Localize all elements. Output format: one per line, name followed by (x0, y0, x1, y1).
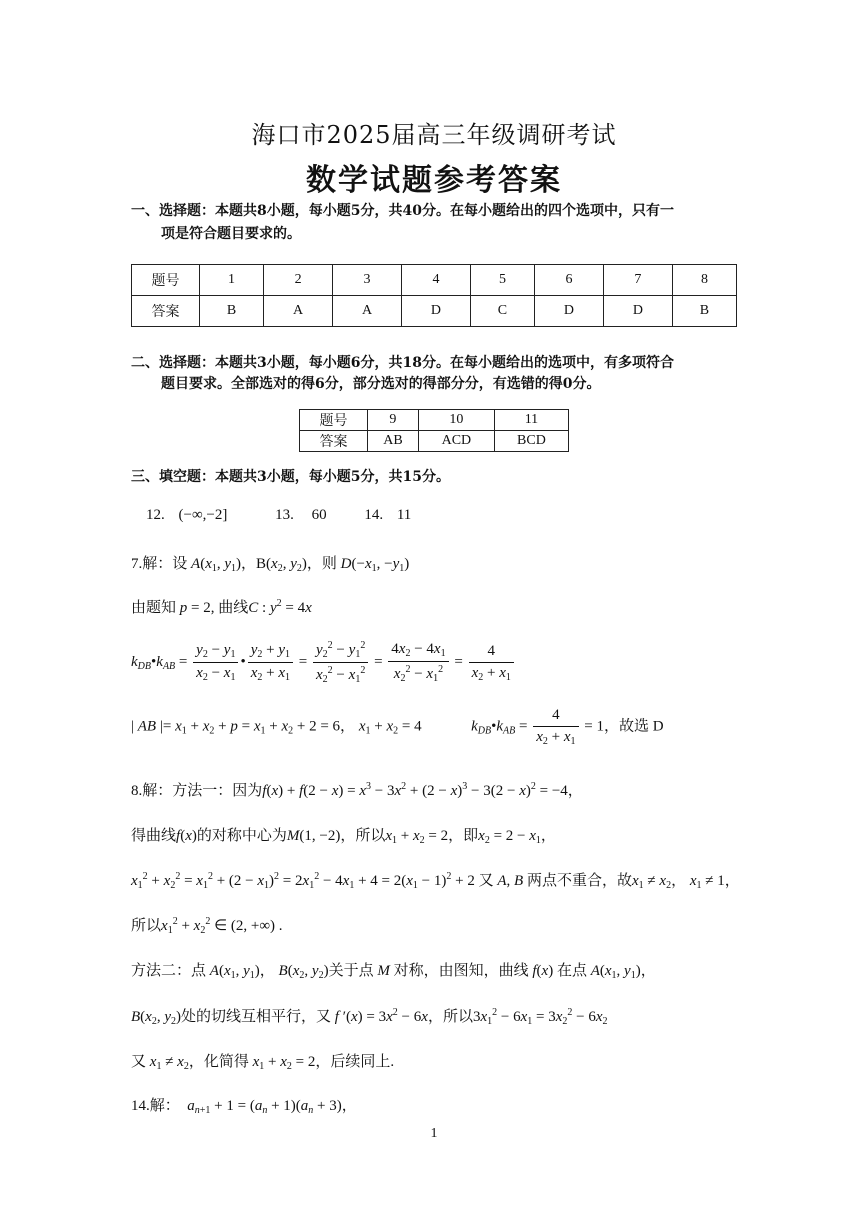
q14-answer: 11 (396, 507, 412, 523)
table-header-question: 题号 (132, 265, 200, 296)
section2-answer-table (299, 409, 569, 452)
sol8-line3: $x_1^2 + x_2^2 = x_1^2 + (2 - x_1)^2 = 2x_1^2 - 4x_1 + 4 = 2(x_1 - 1)^2 + 2$ 又 A, B 两点不重合，故$x_1 \ne x_2$， $x_1 \ne 1$， (131, 871, 740, 891)
sol8-line5: 方法二：点 $A(x_1$, $y_1$)， $B(x_2$, $y_2$)关于点 M 对称，由图知，曲线 f(x) 在点 $A(x_1$, $y_1$)， (131, 963, 656, 981)
page-number: 1 (430, 1126, 438, 1141)
table-header-question: 题号 (300, 410, 368, 431)
question-number-cell: 5 (470, 265, 534, 296)
sol8-line4: 所以$x_1^2 + x_2^2$ ∈ (2, +∞) . (131, 916, 283, 936)
sol7-slope-product: $k_{DB}•k_{AB}$ = $\frac{y_2 - y_1}{x_2 - x_1}$ • $\frac{y_2 + y_1}{x_2 + x_1}$ = $\frac{y_2^2 - y_1^2}{x_2^2 - x_1^2}$ = $\frac{4x_2 - 4x_1}{x_2^2 - x_1^2}$ = $\frac{4}{x_2 + x_1}$ (131, 640, 516, 685)
answer-cell: C (470, 296, 534, 327)
question-number-cell: 6 (535, 265, 604, 296)
answer-cell: A (333, 296, 402, 327)
question-number-cell: 11 (494, 410, 568, 431)
q14-label: 14. (364, 507, 384, 523)
sol7-given: 由题知 p = 2, 曲线C : $y^2 = 4x$ (131, 598, 312, 616)
answer-cell: D (603, 296, 672, 327)
section2-heading: 二、选择题：本题共3小题，每小题6分，共18分。在每小题给出的选项中，有多项符合 (131, 355, 674, 371)
section1-answer-table (131, 264, 737, 327)
answer-cell: A (264, 296, 333, 327)
table-header-answer: 答案 (300, 431, 368, 452)
question-number-cell: 3 (333, 265, 402, 296)
document-subtitle: 数学试题参考答案 (306, 163, 562, 198)
document-title: 海口市2025届高三年级调研考试 (251, 121, 617, 149)
question-number-cell: 9 (368, 410, 419, 431)
sol8-line6: $B(x_2$, $y_2$)处的切线互相平行，又 f $'(x) = 3x^2 - 6x$，所以$3x_1^2 - 6x_1 = 3x_2^2 - 6x_2$ (131, 1007, 608, 1027)
sol8-line1: 8.解：方法一：因为$f(x) + f(2 - x) = x^3 - 3x^2 + (2 - x)^3 - 3(2 - x)^2 = -4$， (131, 781, 583, 799)
section2-heading-cont: 题目要求。全部选对的得6分，部分选对的得部分分，有选错的得0分。 (161, 376, 601, 392)
answer-cell: B (200, 296, 264, 327)
question-number-cell: 2 (264, 265, 333, 296)
q12-answer: (−∞,−2] (178, 507, 228, 523)
fill-answers (146, 507, 411, 524)
section1-heading-cont: 项是符合题目要求的。 (161, 226, 301, 242)
sol8-line7: 又 $x_1 \ne x_2$，化简得 $x_1 + x_2 = 2$，后续同上. (131, 1054, 395, 1072)
question-number-cell: 4 (401, 265, 470, 296)
answer-cell: BCD (494, 431, 568, 452)
q13-label: 13. (275, 507, 294, 523)
sol7-chord: | AB |= $x_1 + x_2 + p = x_1 + x_2 + 2 = 6$， $x_1 + x_2 = 4$ $k_{DB}•k_{AB}$ = $\frac{4}{x_2 + x_1}$ = 1，故选 D (131, 707, 664, 747)
answer-cell: D (401, 296, 470, 327)
question-number-cell: 1 (200, 265, 264, 296)
table-header-answer: 答案 (132, 296, 200, 327)
answer-cell: AB (368, 431, 419, 452)
question-number-cell: 7 (603, 265, 672, 296)
q13-answer: 60 (311, 507, 327, 523)
answer-cell: ACD (418, 431, 494, 452)
question-number-cell: 10 (418, 410, 494, 431)
sol7-setup: 7.解：设 $A(x_1$, $y_1$)，$B(x_2$, $y_2$)，则 $D(-x_1$, $-y_1$) (131, 556, 410, 574)
sol8-line2: 得曲线f(x)的对称中心为M(1, −2)，所以$x_1 + x_2 = 2$，即$x_2 = 2 - x_1$， (131, 828, 556, 846)
section3-heading: 三、填空题：本题共3小题，每小题5分，共15分。 (131, 469, 450, 485)
section1-heading: 一、选择题：本题共8小题，每小题5分，共40分。在每小题给出的四个选项中，只有一 (131, 203, 674, 219)
answer-cell: D (535, 296, 604, 327)
question-number-cell: 8 (672, 265, 736, 296)
q12-label: 12. (146, 507, 165, 523)
sol14-line1: 14.解： $a_{n+1} + 1 = (a_n + 1)(a_n + 3)$， (131, 1098, 357, 1116)
answer-cell: B (672, 296, 736, 327)
